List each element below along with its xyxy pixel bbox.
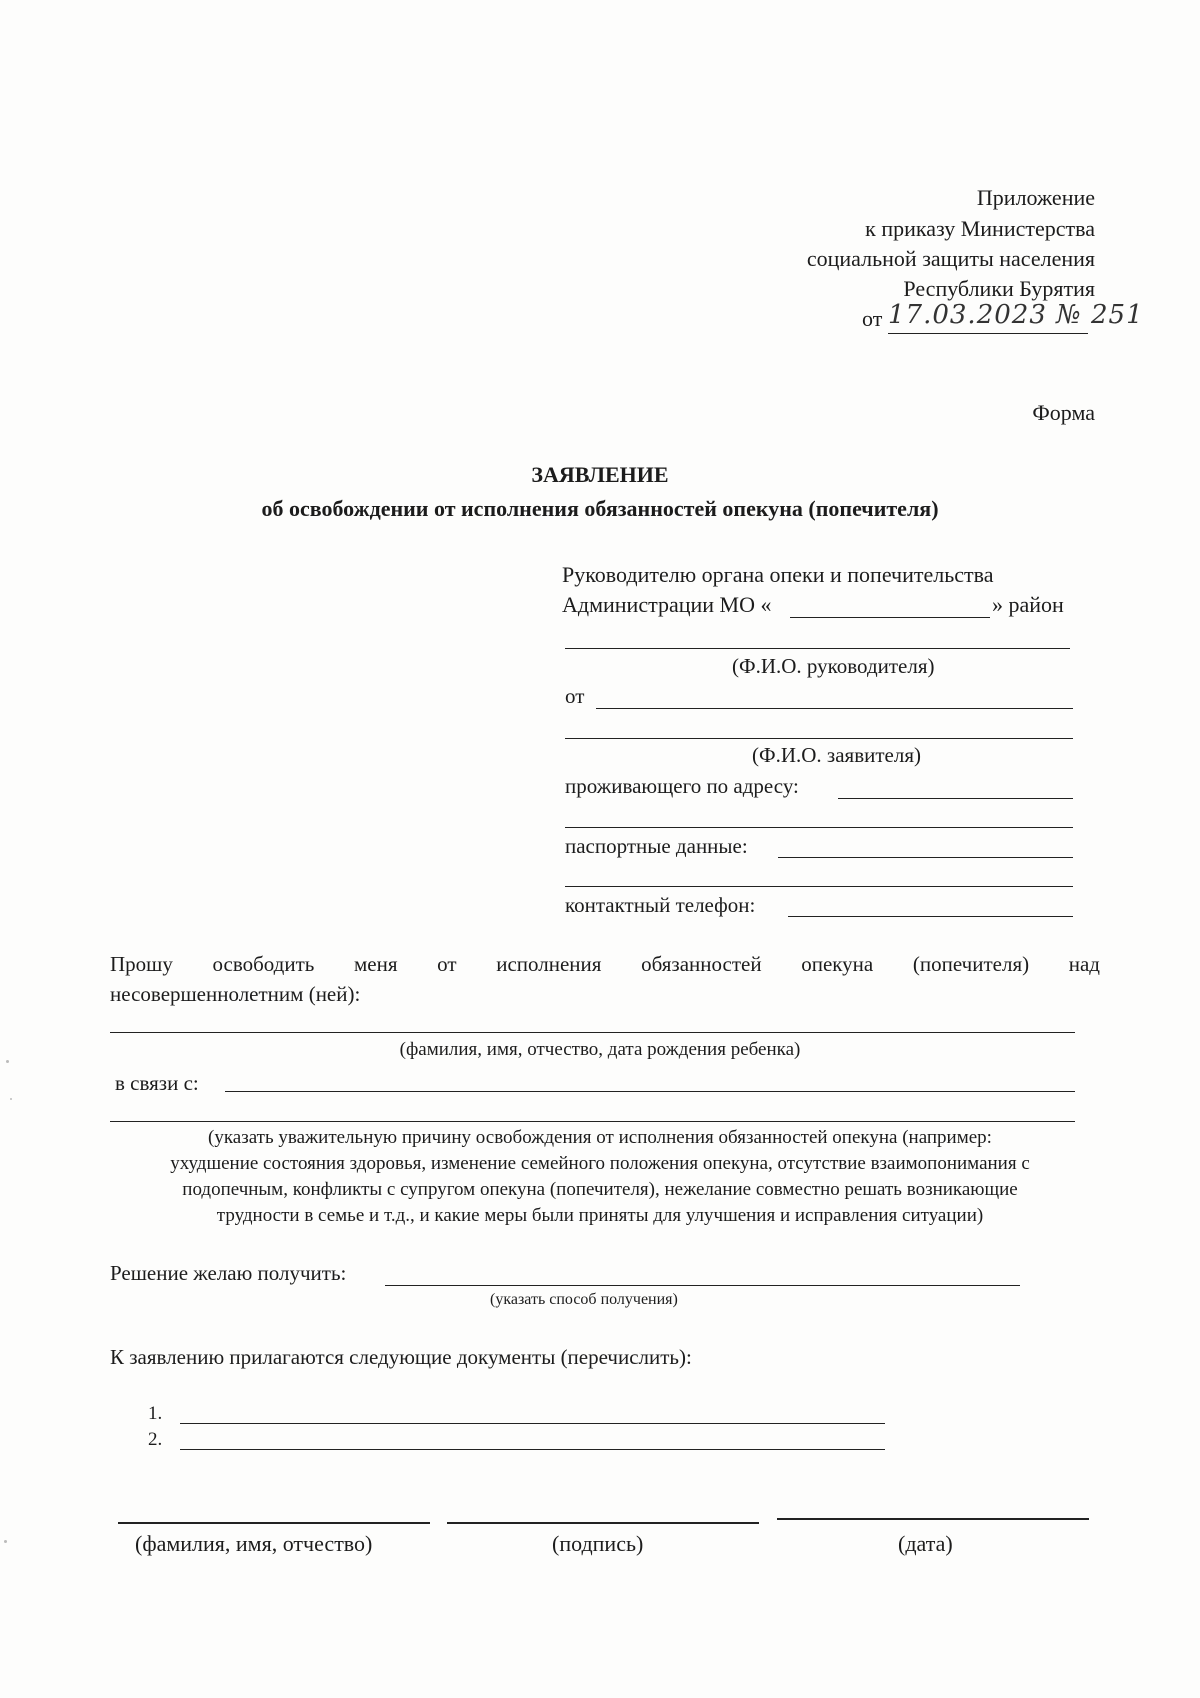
signature-date-field[interactable] — [777, 1518, 1089, 1520]
municipality-field[interactable] — [790, 617, 990, 618]
attachment-number-2: 2. — [148, 1429, 163, 1450]
document-title: ЗАЯВЛЕНИЕ — [531, 462, 669, 487]
signature-date-caption: (дата) — [898, 1531, 953, 1556]
phone-field[interactable] — [788, 916, 1073, 917]
header-line-4: Республики Бурятия — [903, 276, 1095, 301]
applicant-name-field[interactable] — [596, 708, 1073, 709]
child-info-field[interactable] — [110, 1032, 1075, 1033]
attachment-field-1[interactable] — [180, 1423, 885, 1424]
request-line-2: несовершеннолетним (ней): — [110, 982, 361, 1006]
signature-sign-caption: (подпись) — [552, 1531, 644, 1556]
child-info-caption: (фамилия, имя, отчество, дата рождения ребенка) — [399, 1039, 801, 1060]
reason-caption-4: трудности в семье и т.д., и какие меры были приняты для улучшения и исправления ситуации) — [216, 1205, 984, 1226]
header-line-3: социальной защиты населения — [806, 246, 1095, 271]
applicant-name-field-2[interactable] — [565, 738, 1073, 739]
header-line-1: Приложение — [976, 185, 1095, 210]
address-field-2[interactable] — [565, 827, 1073, 828]
reason-field-2[interactable] — [110, 1121, 1075, 1122]
signature-sign-field[interactable] — [447, 1522, 759, 1524]
applicant-name-caption: (Ф.И.О. заявителя) — [752, 743, 921, 767]
head-name-caption: (Ф.И.О. руководителя) — [732, 654, 935, 678]
decision-label: Решение желаю получить: — [110, 1261, 347, 1285]
request-line-1: Прошу освободить меня от исполнения обязанностей опекуна (попечителя) над — [110, 952, 1100, 976]
passport-field[interactable] — [778, 857, 1073, 858]
attachment-field-2[interactable] — [180, 1449, 885, 1450]
addressee-line-2-right: » район — [992, 592, 1064, 617]
handwritten-order-reference: 17.03.2023 № 251 — [888, 300, 1144, 330]
attachments-label: К заявлению прилагаются следующие документы (перечислить): — [110, 1345, 692, 1369]
reason-label: в связи с: — [115, 1071, 199, 1095]
signature-name-field[interactable] — [118, 1522, 430, 1524]
addressee-line-2-left: Администрации МО « — [562, 592, 772, 617]
head-name-field[interactable] — [565, 648, 1070, 649]
scan-speck — [6, 1060, 9, 1063]
order-ref-underline — [888, 333, 1088, 334]
form-label: Форма — [1032, 400, 1095, 425]
reason-caption-1: (указать уважительную причину освобождения от исполнения обязанностей опекуна (например: — [208, 1127, 992, 1148]
passport-label: паспортные данные: — [565, 834, 748, 858]
attachment-number-1: 1. — [148, 1403, 163, 1424]
from-label: от — [565, 684, 585, 708]
address-field[interactable] — [838, 798, 1073, 799]
header-from-prefix: от — [862, 306, 883, 331]
phone-label: контактный телефон: — [565, 893, 756, 917]
decision-caption: (указать способ получения) — [490, 1291, 678, 1308]
signature-name-caption: (фамилия, имя, отчество) — [135, 1531, 373, 1556]
scan-speck — [10, 1098, 12, 1100]
passport-field-2[interactable] — [565, 886, 1073, 887]
document-subtitle: об освобождении от исполнения обязанностей опекуна (попечителя) — [261, 496, 939, 521]
scan-speck — [4, 1540, 7, 1543]
reason-caption-2: ухудшение состояния здоровья, изменение семейного положения опекуна, отсутствие взаимопонимания с — [170, 1153, 1030, 1174]
address-label: проживающего по адресу: — [565, 774, 799, 798]
addressee-line-1: Руководителю органа опеки и попечительства — [562, 562, 994, 587]
decision-method-field[interactable] — [385, 1285, 1020, 1286]
reason-caption-3: подопечным, конфликты с супругом опекуна (попечителя), нежелание совместно решать возникающие — [182, 1179, 1018, 1200]
header-line-2: к приказу Министерства — [865, 216, 1095, 241]
reason-field[interactable] — [225, 1091, 1075, 1092]
